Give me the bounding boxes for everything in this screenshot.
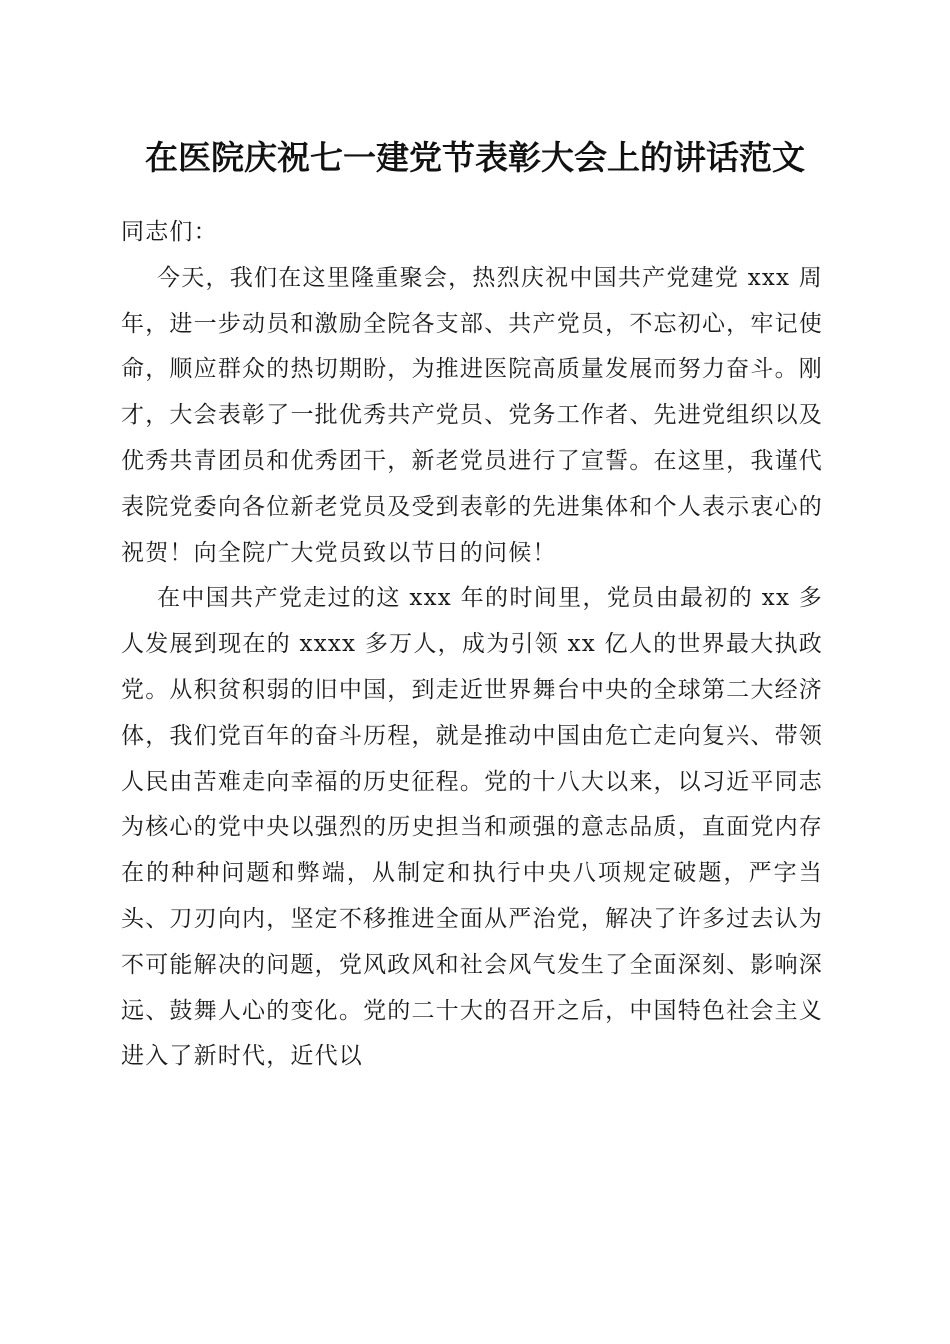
paragraph-2: 在中国共产党走过的这 xxx 年的时间里，党员由最初的 xx 多人发展到现在的 xxxx 多万人，成为引领 xx 亿人的世界最大执政党。从积贫积弱的旧中国，到走近世界舞台中央的全球第二大经济体，我们党百年的奋斗历程，就是推动中国由危亡走向复兴、带领人民由苦难走向幸福的历史征程。党的十八大以来，以习近平同志为核心的党中央以强烈的历史担当和顽强的意志品质，直面党内存在的种种问题和弊端，从制定和执行中央八项规定破题，严字当头、刀刃向内，坚定不移推进全面从严治党，解决了许多过去认为不可能解决的问题，党风政风和社会风气发生了全面深刻、影响深远、鼓舞人心的变化。党的二十大的召开之后，中国特色社会主义进入了新时代，近代以 (121, 585, 823, 1070)
document-title: 在医院庆祝七一建党节表彰大会上的讲话范文 (145, 138, 805, 177)
document-body (121, 210, 823, 1080)
paragraph-1: 今天，我们在这里隆重聚会，热烈庆祝中国共产党建党 xxx 周年，进一步动员和激励全院各支部、共产党员，不忘初心，牢记使命，顺应群众的热切期盼，为推进医院高质量发展而努力奋斗。刚才，大会表彰了一批优秀共产党员、党务工作者、先进党组织以及优秀共青团员和优秀团干，新老党员进行了宣誓。在这里，我谨代表院党委向各位新老党员及受到表彰的先进集体和个人表示衷心的祝贺！向全院广大党员致以节日的问候！ (121, 264, 823, 566)
salutation: 同志们： (121, 219, 218, 245)
